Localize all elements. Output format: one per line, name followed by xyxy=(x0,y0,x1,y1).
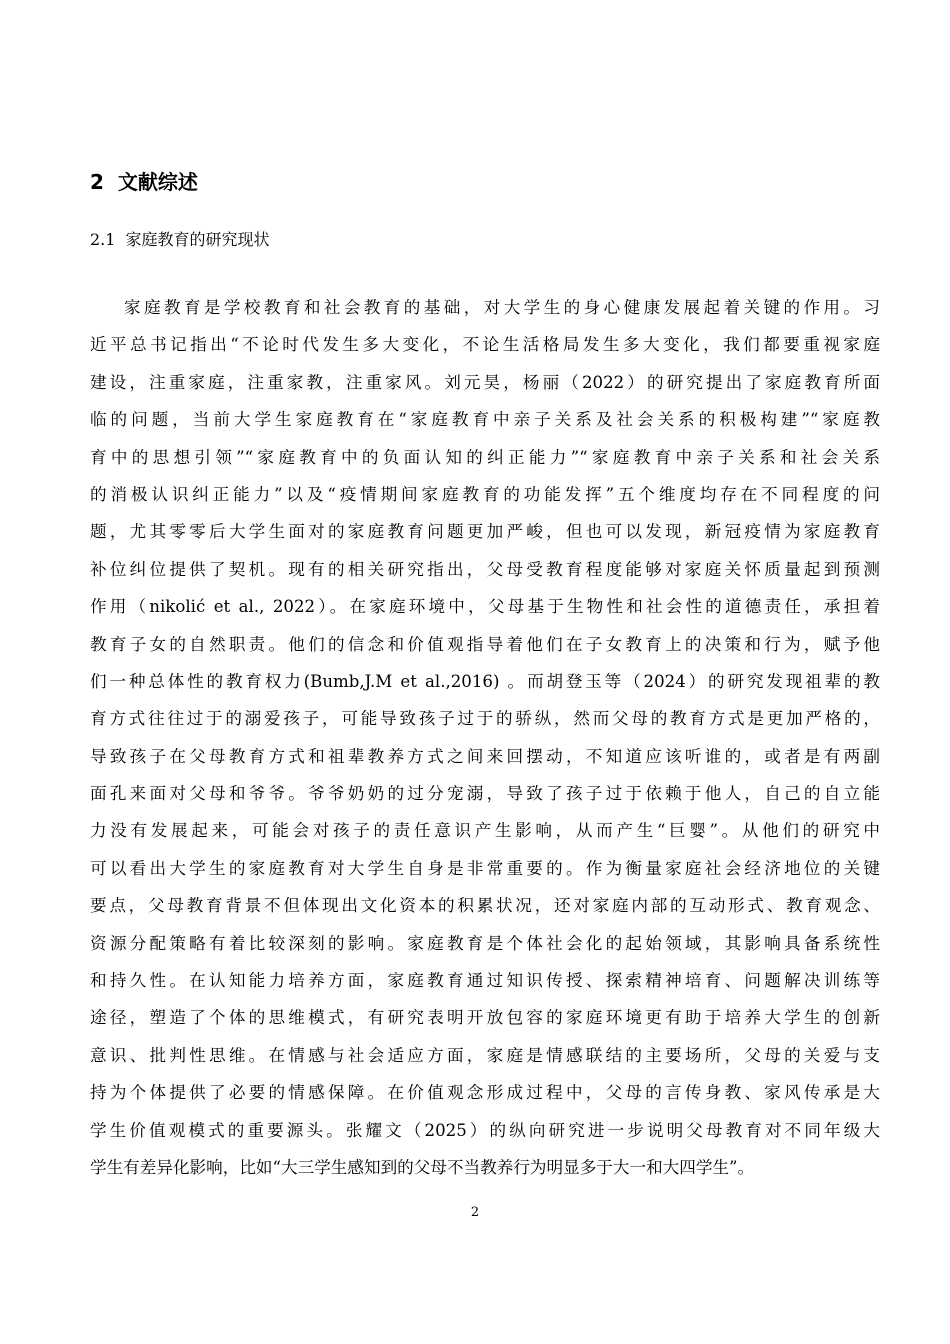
paragraph-line: 作用（nikolić et al., 2022）。在家庭环境中，父母基于生物性和社会性的道德责任，承担着 xyxy=(90,597,880,617)
paragraph-line: 可以看出大学生的家庭教育对大学生自身是非常重要的。作为衡量家庭社会经济地位的关键 xyxy=(90,858,880,878)
page-number: 2 xyxy=(470,1205,480,1220)
paragraph-line: 力没有发展起来，可能会对孩子的责任意识产生影响，从而产生“巨婴”。从他们的研究中 xyxy=(90,821,880,841)
section-title: 家庭教育的研究现状 xyxy=(125,230,270,249)
paragraph-line: 面孔来面对父母和爷爷。爷爷奶奶的过分宠溺，导致了孩子过于依赖于他人，自己的自立能 xyxy=(90,784,880,804)
paragraph-line: 育方式往往过于的溺爱孩子，可能导致孩子过于的骄纵，然而父母的教育方式是更加严格的， xyxy=(90,709,880,729)
paragraph-line: 和持久性。在认知能力培养方面，家庭教育通过知识传授、探索精神培育、问题解决训练等 xyxy=(90,971,880,991)
paragraph-line: 意识、批判性思维。在情感与社会适应方面，家庭是情感联结的主要场所，父母的关爱与支 xyxy=(90,1045,880,1065)
paragraph-line: 学生有差异化影响，比如“大三学生感知到的父母不当教养行为明显多于大一和大四学生”。 xyxy=(90,1157,755,1177)
paragraph-line: 们一种总体性的教育权力(Bumb,J.M et al.,2016) 。而胡登玉等（2024）的研究发现祖辈的教 xyxy=(90,671,880,691)
chapter-number: 2 xyxy=(90,170,104,194)
paragraph-line: 持为个体提供了必要的情感保障。在价值观念形成过程中，父母的言传身教、家风传承是大 xyxy=(90,1083,880,1103)
paragraph-line: 途径，塑造了个体的思维模式，有研究表明开放包容的家庭环境更有助于培养大学生的创新 xyxy=(90,1008,880,1028)
paragraph-line: 教育子女的自然职责。他们的信念和价值观指导着他们在子女教育上的决策和行为，赋予他 xyxy=(90,634,880,654)
paragraph-line: 题，尤其零零后大学生面对的家庭教育问题更加严峻，但也可以发现，新冠疫情为家庭教育 xyxy=(90,522,880,542)
body-paragraph xyxy=(90,289,880,1186)
chapter-heading xyxy=(90,168,198,196)
paragraph-line: 的消极认识纠正能力”以及“疫情期间家庭教育的功能发挥”五个维度均存在不同程度的问 xyxy=(90,484,880,504)
paragraph-line: 近平总书记指出“不论时代发生多大变化，不论生活格局发生多大变化，我们都要重视家庭 xyxy=(90,335,880,355)
paragraph-line: 资源分配策略有着比较深刻的影响。家庭教育是个体社会化的起始领域，其影响具备系统性 xyxy=(90,933,880,953)
paragraph-line: 导致孩子在父母教育方式和祖辈教养方式之间来回摆动，不知道应该听谁的，或者是有两副 xyxy=(90,746,880,766)
paragraph-line: 学生价值观模式的重要源头。张耀文（2025）的纵向研究进一步说明父母教育对不同年级大 xyxy=(90,1120,880,1140)
paragraph-line: 家庭教育是学校教育和社会教育的基础，对大学生的身心健康发展起着关键的作用。习 xyxy=(124,298,880,317)
chapter-title: 文献综述 xyxy=(117,170,198,194)
section-heading xyxy=(90,228,269,252)
section-number: 2.1 xyxy=(90,230,116,249)
paragraph-line: 补位纠位提供了契机。现有的相关研究指出，父母受教育程度能够对家庭关怀质量起到预测 xyxy=(90,559,880,579)
paragraph-line: 建设，注重家庭，注重家教，注重家风。刘元昊，杨丽（2022）的研究提出了家庭教育所面 xyxy=(90,372,880,392)
paragraph-line: 育中的思想引领”“家庭教育中的负面认知的纠正能力”“家庭教育中亲子关系和社会关系 xyxy=(90,447,880,467)
paragraph-line: 要点，父母教育背景不但体现出文化资本的积累状况，还对家庭内部的互动形式、教育观念、 xyxy=(90,896,880,916)
paragraph-line: 临的问题，当前大学生家庭教育在“家庭教育中亲子关系及社会关系的积极构建”“家庭教 xyxy=(90,410,880,430)
